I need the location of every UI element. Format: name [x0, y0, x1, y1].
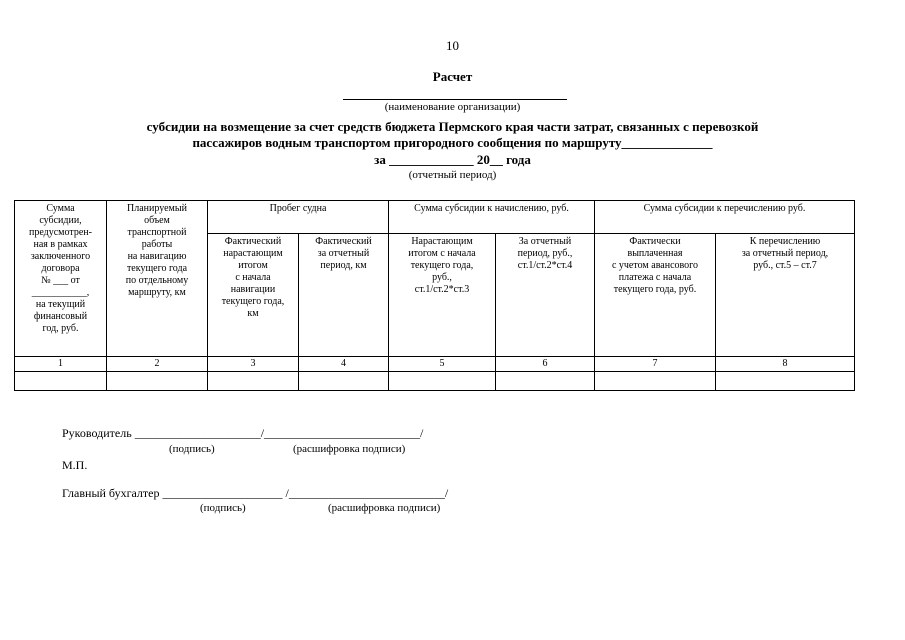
- head-signature-line: Руководитель _____________________/__________________________/: [62, 426, 424, 440]
- data-cell[interactable]: [15, 372, 107, 391]
- column-number: 4: [299, 357, 389, 372]
- column-number: 2: [107, 357, 208, 372]
- data-cell[interactable]: [595, 372, 716, 391]
- column-number: 7: [595, 357, 716, 372]
- header-group-mileage: Пробег судна: [208, 201, 389, 234]
- document-title: Расчет: [432, 69, 473, 84]
- data-cell[interactable]: [389, 372, 496, 391]
- data-cell[interactable]: [208, 372, 299, 391]
- accountant-name-caption: (расшифровка подписи): [328, 502, 441, 514]
- data-cell[interactable]: [716, 372, 855, 391]
- column-number: 6: [496, 357, 595, 372]
- accountant-signature-line: Главный бухгалтер ____________________ /__________________________/: [62, 486, 449, 500]
- column-number: 1: [15, 357, 107, 372]
- page-number: 10: [446, 38, 459, 53]
- column-number: 8: [716, 357, 855, 372]
- calculation-table: [14, 200, 855, 391]
- header-col-8: К перечислению за отчетный период, руб., ст.5 – ст.7: [716, 234, 855, 357]
- period-caption: (отчетный период): [408, 169, 497, 181]
- accountant-sign-caption: (подпись): [200, 502, 246, 514]
- header-col-2-planned-volume: Планируемый объем транспортной работы на навигацию текущего года по отдельному маршруту, км: [107, 201, 208, 357]
- data-row: [15, 372, 855, 391]
- header-group-accrual: Сумма субсидии к начислению, руб.: [389, 201, 595, 234]
- header-col-7: Фактически выплаченная с учетом авансового платежа с начала текущего года, руб.: [595, 234, 716, 357]
- header-group-transfer: Сумма субсидии к перечислению руб.: [595, 201, 855, 234]
- data-cell[interactable]: [299, 372, 389, 391]
- column-number: 3: [208, 357, 299, 372]
- organization-name-line: [343, 99, 567, 100]
- header-col-1-subsidy-sum: Сумма субсидии, предусмотрен- ная в рамках заключенного договора № ___ от ___________, на текущий финансовый год, руб.: [15, 201, 107, 357]
- header-col-4: Фактический за отчетный период, км: [299, 234, 389, 357]
- header-col-6: За отчетный период, руб., ст.1/ст.2*ст.4: [496, 234, 595, 357]
- head-name-caption: (расшифровка подписи): [293, 443, 406, 455]
- stamp-place: М.П.: [62, 458, 88, 472]
- subtitle-line-1: субсидии на возмещение за счет средств бюджета Пермского края части затрат, связанных с перевозкой: [146, 119, 759, 134]
- column-number: 5: [389, 357, 496, 372]
- data-cell[interactable]: [107, 372, 208, 391]
- data-cell[interactable]: [496, 372, 595, 391]
- period-line: за _____________ 20__ года: [374, 152, 531, 167]
- subtitle-line-2: пассажиров водным транспортом пригородного сообщения по маршруту______________: [192, 135, 713, 150]
- column-numbers-row: [15, 357, 855, 372]
- head-sign-caption: (подпись): [169, 443, 215, 455]
- document-subtitle: [40, 119, 865, 151]
- header-col-3: Фактический нарастающим итогом с начала навигации текущего года, км: [208, 234, 299, 357]
- header-col-5: Нарастающим итогом с начала текущего года, руб., ст.1/ст.2*ст.3: [389, 234, 496, 357]
- organization-caption: (наименование организации): [384, 101, 521, 113]
